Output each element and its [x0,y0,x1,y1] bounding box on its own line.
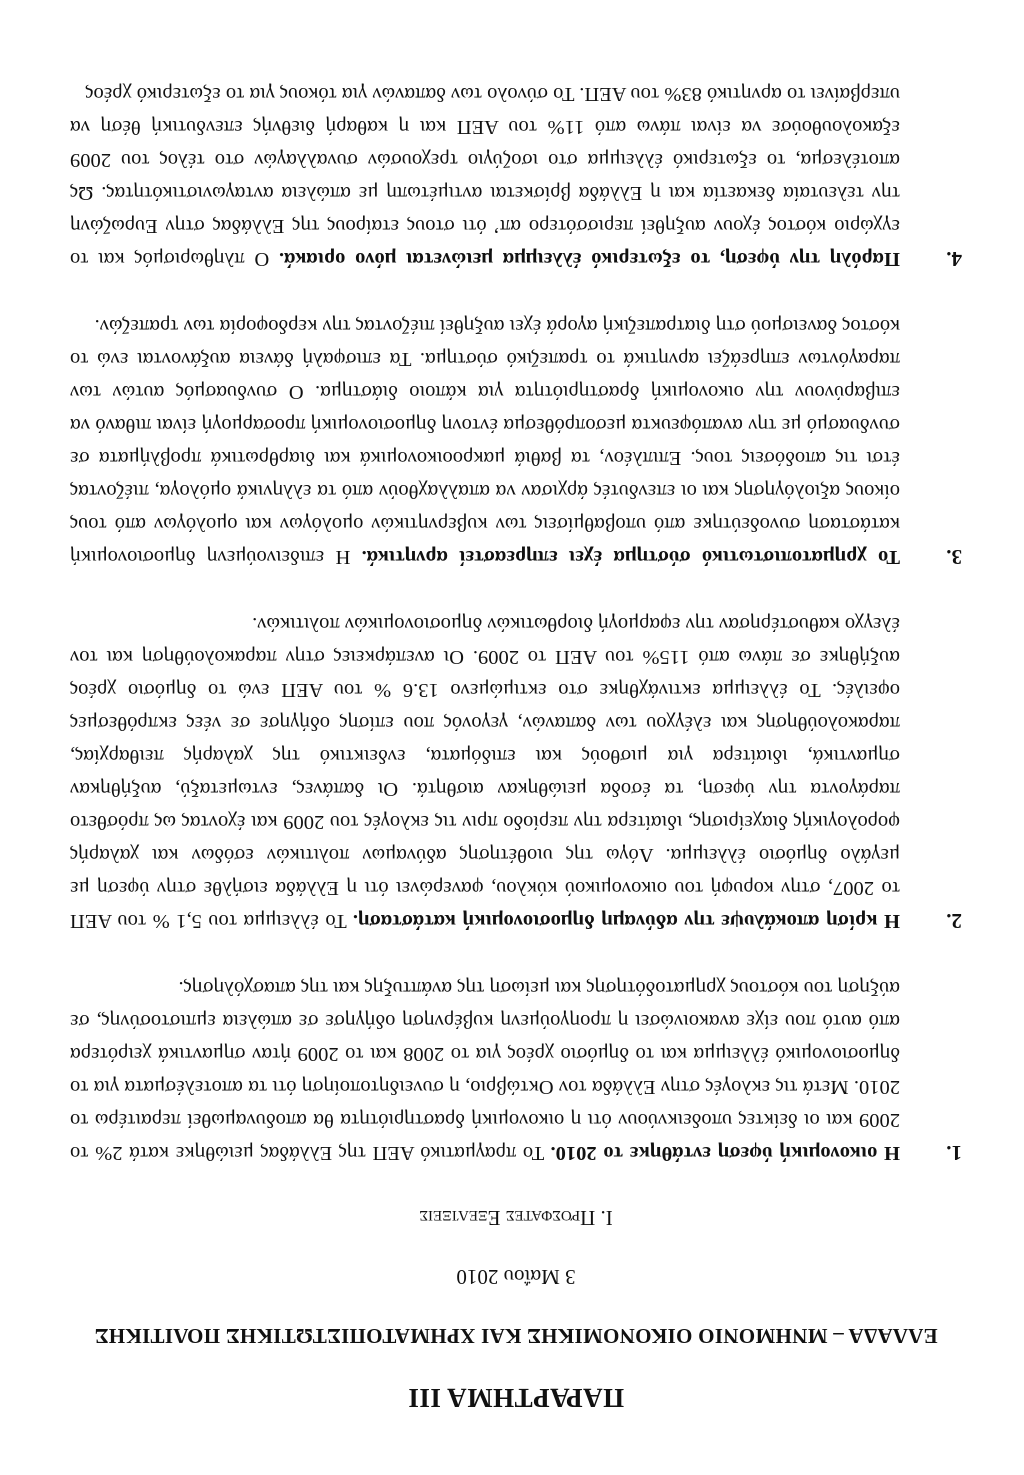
paragraph-number: 4. [946,247,962,271]
section-title: I. Πρόσφατες Εξελίξεις [419,1206,613,1230]
paragraph-text: Η επιδεινούμενη δημοσιονομική κατάσταση συνοδεύτηκε από υποβαθμίσεις των κυβερνητικών ομολόγων και ομολόγων από τους οίκους αξιολόγησης και οι επενδυτές άρχισαν να απαλλαχθούν από τα ελληνικά ομόλογα, πιέζοντας έτσι τις αποδόσεις τους. Επιπλέον, τα βαθιά μακροοικονομικά και διαρθρωτικά προβλήματα σε συνδυασμό με την αναπόφευκτα μεσοπρόθεσμα έντονη δημοσιονομική προσαρμογή είναι πιθανό να επιβαρύνουν την οικονομική δραστηριότητα για κάποιο διάστημα. Ο συνδυασμός αυτών των παραγόντων επηρεάζει αρνητικά το τραπεζικό σύστημα. Τα επισφαλή δάνεια αυξάνονται ενώ το κόστος δανεισμού στη διατραπεζική αγορά έχει αυξηθεί πιέζοντας την κερδοφορία των τραπεζών. [70,315,900,568]
paragraph-heading: Παρόλη την ύφεση, το εξωτερικό έλλειμμα μειώνεται μόνο οριακά. [278,248,900,270]
annex-title: ΠΑΡΑΡΤΗΜΑ ΙΙΙ [407,1383,625,1413]
paragraph-heading: Το χρηματοπιστωτικό σύστημα έχει επηρεαστεί αρνητικά. [361,546,900,568]
document-title: ΕΛΛΑΔΑ – ΜΝΗΜΟΝΙΟ ΟΙΚΟΝΟΜΙΚΗΣ ΚΑΙ ΧΡΗΜΑΤΟΠΙΣΤΩΤΙΚΗΣ ΠΟΛΙΤΙΚΗΣ [94,1324,938,1348]
paragraph-body [70,77,900,275]
document-date: 3 Μαΐου 2010 [456,1265,576,1289]
paragraph-item-3 [70,309,962,573]
paragraph-text: Ο πληθωρισμός και το εγχώριο κόστος έχουν αυξηθεί περισσότερο απ’ ότι στους εταίρους της Ελλάδας στην Ευρωζώνη την τελευταία δεκαετία και η Ελλάδα βρίσκεται αντιμέτωπη με απώλεια ανταγωνιστικότητας. Ως αποτέλεσμα, το εξωτερικό έλλειμμα στο ισοζύγιο τρεχουσών συναλλαγών στο τέλος του 2009 εξακολουθούσε να είναι πάνω από 11% του ΑΕΠ και η καθαρή διεθνής επενδυτική θέση να υπερβαίνει το αρνητικό 83% του ΑΕΠ. Το σύνολο των δαπανών για τόκους για το εξωτερικό χρέος [69,83,900,270]
paragraph-item-2 [70,607,962,937]
paragraph-body [70,309,900,573]
paragraph-heading: Η κρίση αποκάλυψε την αδύναμη δημοσιονομική κατάσταση. [352,910,900,932]
paragraph-item-4 [70,77,962,275]
paragraph-heading: Η οικονομική ύφεση εντάθηκε το 2010. [550,1142,900,1164]
paragraph-number: 3. [946,545,962,569]
paragraph-item-1 [70,971,962,1169]
paragraph-number: 2. [946,909,962,933]
paragraph-text: Το έλλειμμα του 5,1 % του ΑΕΠ το 2007, στην κορυφή του οικονομικού κύκλου, φανερώνει ότι η Ελλάδα εισήλθε στην ύφεση με μεγάλο δημόσιο έλλειμμα. Λόγω της υιοθέτησης αδύναμων πολιτικών εσόδων και χαλαρής φορολογικής διαχείρισης, ιδιαίτερα την περίοδο πριν τις εκλογές του 2009 και έχοντας ως πρόσθετο παράγοντα την ύφεση, τα έσοδα μειώθηκαν αισθητά. Οι δαπάνες, εντωμεταξύ, αυξήθηκαν σημαντικά, ιδιαίτερα για μισθούς και επιδόματα, ενδεικτικό της χαλαρής πειθαρχίας, παρακολούθησης και ελέγχου των δαπανών, γεγονός που επίσης οδήγησε σε νέες εκπρόθεσμες οφειλές. Το έλλειμμα εκτινάχθηκε στο εκτιμώμενο 13.6 % του ΑΕΠ ενώ το δημόσιο χρέος αυξήθηκε σε πάνω από 115% του ΑΕΠ το 2009. Οι ανεπάρκειες στην παρακολούθηση και τον έλεγχο καθυστέρησαν την εφαρμογή διορθωτικών δημοσιονομικών πολιτικών. [70,613,900,932]
paragraph-body [70,971,900,1169]
paragraph-body [70,607,900,937]
paragraph-number: 1. [946,1141,962,1165]
paragraph-text: Το πραγματικό ΑΕΠ της Ελλάδας μειώθηκε κατά 2% το 2009 και οι δείκτες υποδεικνύουν ότι η οικονομική δραστηριότητα θα αποδυναμωθεί περαιτέρω το 2010. Μετά τις εκλογές στην Ελλάδα τον Οκτώβριο, η συνειδητοποίηση ότι τα αποτελέσματα για το δημοσιονομικό έλλειμμα και το δημόσιο χρέος για το 2008 και το 2009 ήταν σημαντικά χειρότερα από αυτό που είχε ανακοινώσει η προηγούμενη κυβέρνηση οδήγησε σε απώλεια εμπιστοσύνης, σε αύξηση του κόστους χρηματοδότησης και μείωση της ανάπτυξης και της απασχόλησης. [70,977,900,1164]
